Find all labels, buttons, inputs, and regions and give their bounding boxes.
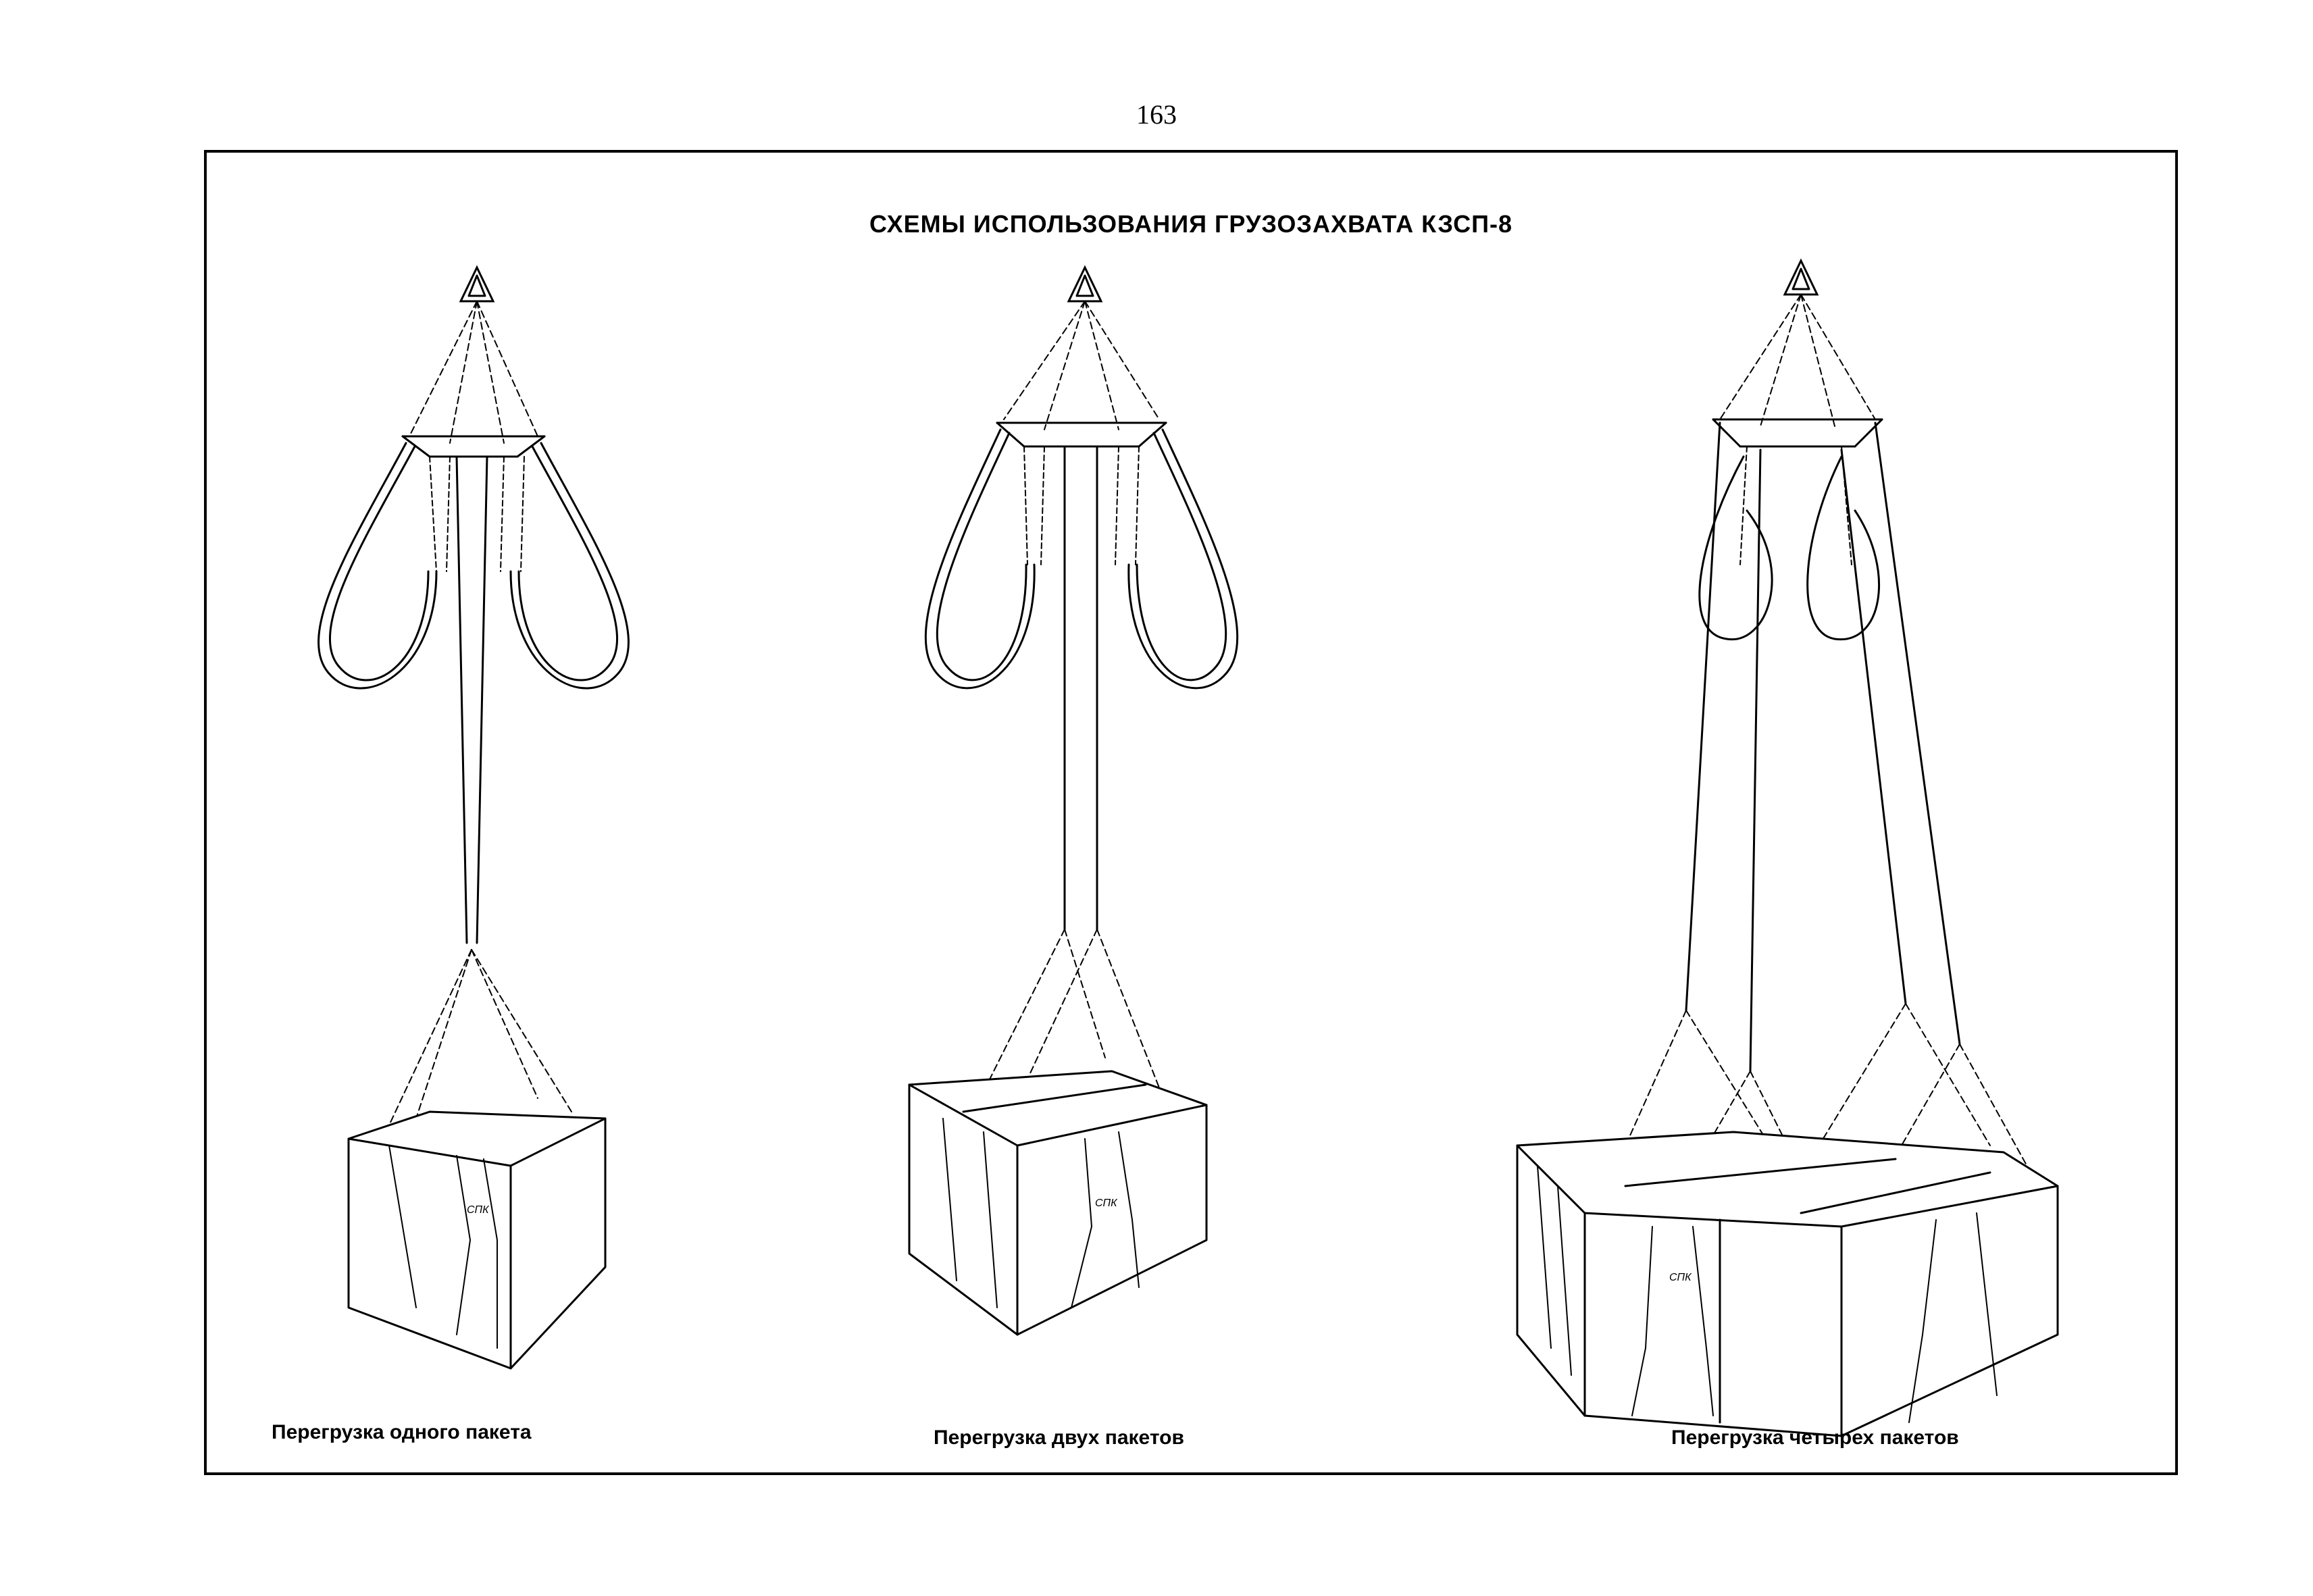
package-label: СПК [1669, 1272, 1692, 1283]
panel-one-package [254, 254, 781, 1483]
package-label: СПК [1095, 1198, 1117, 1209]
four-packages-illustration [1477, 254, 2139, 1470]
caption-two-packages: Перегрузка двух пакетов [934, 1426, 1184, 1449]
caption-one-package: Перегрузка одного пакета [272, 1421, 532, 1443]
figure-title: СХЕМЫ ИСПОЛЬЗОВАНИЯ ГРУЗОЗАХВАТА КЗСП-8 [869, 210, 1513, 238]
two-packages-illustration [882, 254, 1409, 1470]
figure-frame [204, 150, 2178, 1475]
one-package-illustration [254, 254, 781, 1470]
page-number: 163 [1136, 99, 1177, 130]
caption-four-packages: Перегрузка четырех пакетов [1671, 1426, 1959, 1449]
package-label: СПК [467, 1204, 489, 1216]
panel-two-packages [882, 254, 1409, 1483]
panel-four-packages [1477, 254, 2139, 1483]
